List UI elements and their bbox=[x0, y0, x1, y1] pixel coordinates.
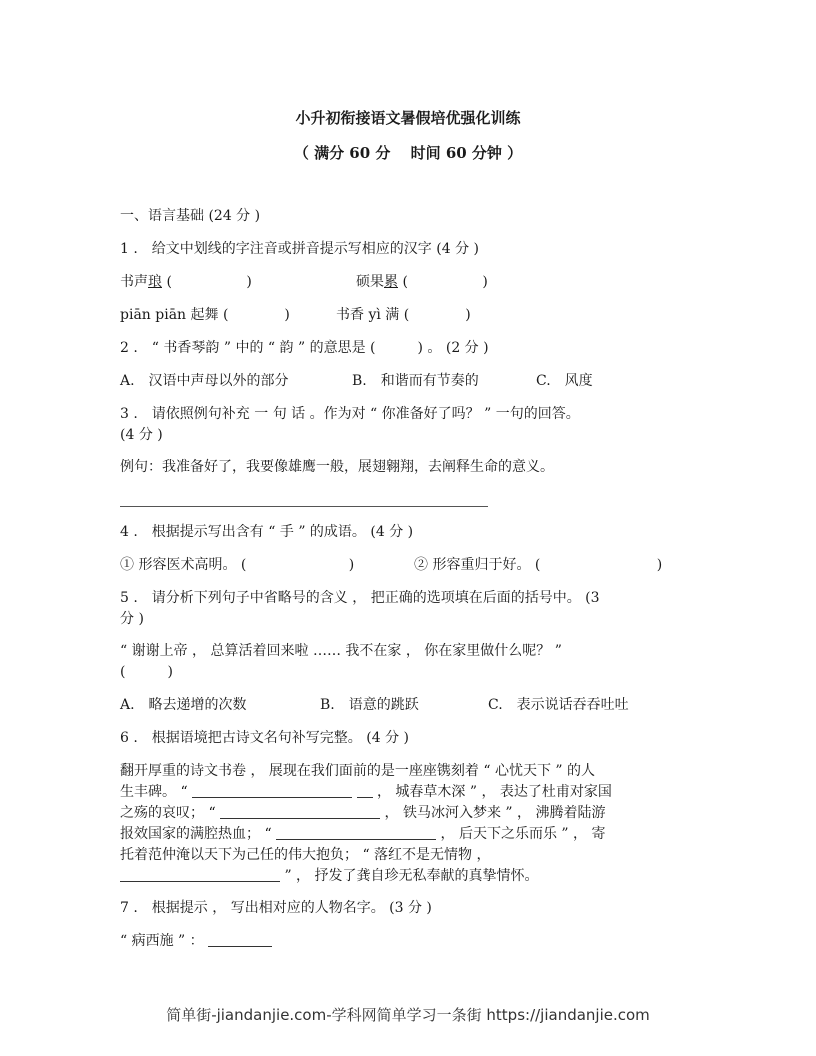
q1-item-a bbox=[120, 272, 252, 292]
q1-item-b-underlined: 累 bbox=[384, 274, 398, 290]
q1-item-c: piān piān 起舞 ( ) bbox=[120, 307, 290, 323]
q6-prompt: 6 . 根据语境把古诗文名句补写完整。 (4 分 ) bbox=[120, 730, 409, 746]
section-heading: 一、语言基础 (24 分 ) bbox=[120, 208, 261, 224]
q1-item-a-underlined: 琅 bbox=[148, 274, 162, 290]
q3-prompt-line1: 3 . 请依照例句补充 一 句 话 。作为对 “ 你准备好了吗？ ” 一句的回答。 bbox=[120, 406, 580, 422]
page-subtitle: （ 满分 60 分 时间 60 分钟 ） bbox=[293, 144, 523, 162]
page-footer: 简单街-jiandanjie.com-学科网简单学习一条街 https://jiandanjie.com bbox=[166, 1006, 650, 1024]
q2-prompt: 2 . “ 书香琴韵 ” 中的 “ 韵 ” 的意思是 ( ) 。 (2 分 ) bbox=[120, 340, 489, 356]
q3-prompt-line2: (4 分 ) bbox=[120, 427, 163, 443]
q1-item-a-paren: ( ) bbox=[166, 274, 252, 290]
q1-item-b bbox=[356, 272, 488, 292]
q1-item-b-paren: ( ) bbox=[402, 274, 488, 290]
q6-line-6-end: ” ， 抒发了龚自珍无私奉献的真挚情怀。 bbox=[284, 868, 539, 884]
q6-line-3-end: ， 铁马冰河入梦来 ” ， 沸腾着陆游 bbox=[384, 805, 606, 821]
q1-item-b-word: 硕果累 bbox=[356, 274, 398, 290]
q7-blank-1 bbox=[208, 932, 272, 947]
q6-line-2-end: ， 城春草木深 ” ， 表达了杜甫对家国 bbox=[376, 784, 612, 800]
q5-option-a: A. 略去递增的次数 bbox=[120, 697, 247, 713]
q6-line-3-start: 之殇的哀叹； “ bbox=[120, 805, 216, 821]
q6-blank-3 bbox=[276, 825, 436, 840]
page-title: 小升初衔接语文暑假培优强化训练 bbox=[295, 109, 521, 127]
q7-prompt: 7 . 根据提示 ， 写出相对应的人物名字。 (3 分 ) bbox=[120, 900, 432, 916]
q5-option-b: B. 语意的跳跃 bbox=[320, 697, 419, 713]
q6-blank-2 bbox=[220, 804, 380, 819]
q5-sentence-line2: ( ) bbox=[120, 664, 173, 680]
q6-line-4-start: 报效国家的满腔热血； “ bbox=[120, 826, 272, 842]
q3-answer-line bbox=[120, 506, 488, 507]
q4-item-2: ② 形容重归于好。 ( ) bbox=[414, 557, 663, 573]
q5-option-c: C. 表示说话吞吞吐吐 bbox=[488, 697, 629, 713]
q6-line-5: 托着范仲淹以天下为己任的伟大抱负； “ 落红不是无情物 ， bbox=[120, 847, 491, 863]
q6-blank-4 bbox=[120, 867, 280, 882]
q5-sentence-line1: “ 谢谢上帝 ， 总算活着回来啦 …… 我不在家 ， 你在家里做什么呢？ ” bbox=[120, 643, 562, 659]
q4-item-1: ① 形容医术高明。 ( ) bbox=[120, 557, 355, 573]
q6-line-6 bbox=[120, 866, 539, 886]
q5-prompt-line2: 分 ) bbox=[120, 611, 144, 627]
q6-line-2 bbox=[120, 782, 612, 802]
q6-blank-1 bbox=[192, 783, 352, 798]
q6-blank-1b bbox=[357, 783, 373, 798]
q2-option-a: A. 汉语中声母以外的部分 bbox=[120, 373, 289, 389]
q3-example: 例句：我准备好了，我要像雄鹰一般，展翅翱翔，去阐释生命的意义。 bbox=[120, 459, 554, 475]
q2-option-b: B. 和谐而有节奏的 bbox=[352, 373, 479, 389]
q6-line-4 bbox=[120, 824, 605, 844]
q4-prompt: 4 . 根据提示写出含有 “ 手 ” 的成语。 (4 分 ) bbox=[120, 524, 414, 540]
q2-option-c: C. 风度 bbox=[536, 373, 593, 389]
q5-prompt-line1: 5 . 请分析下列句子中省略号的含义 ， 把正确的选项填在后面的括号中。 (3 bbox=[120, 590, 600, 606]
q6-line-3 bbox=[120, 803, 605, 823]
q1-prompt: 1 . 给文中划线的字注音或拼音提示写相应的汉字 (4 分 ) bbox=[120, 241, 479, 257]
q1-item-a-word: 书声琅 bbox=[120, 274, 162, 290]
q6-line-1: 翻开厚重的诗文书卷 ， 展现在我们面前的是一座座镌刻着 “ 心忧天下 ” 的人 bbox=[120, 763, 596, 779]
q1-item-d: 书香 yì 满 ( ) bbox=[336, 307, 471, 323]
q6-line-2-start: 生丰碑。 “ bbox=[120, 784, 188, 800]
q6-line-4-end: ， 后天下之乐而乐 ” ， 寄 bbox=[440, 826, 606, 842]
q7-item-1 bbox=[120, 931, 272, 951]
q7-item-1-label: “ 病西施 ” ： bbox=[120, 933, 204, 949]
